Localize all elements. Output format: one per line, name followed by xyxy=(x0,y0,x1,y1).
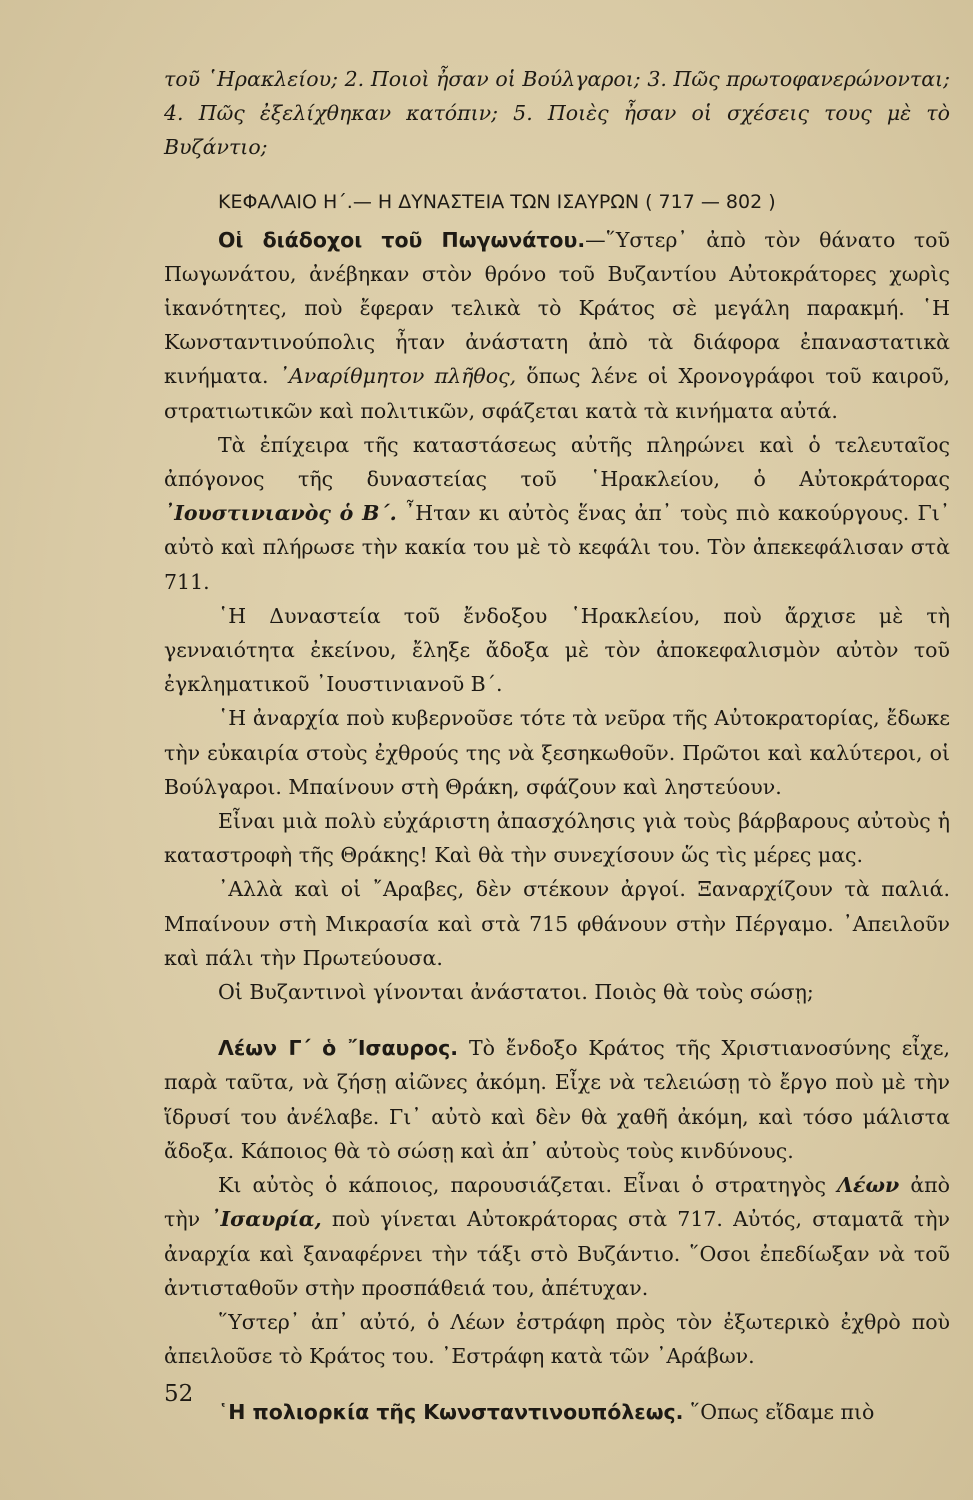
emphasis-text: ᾿Αναρίθμητον πλῆθος, xyxy=(278,364,517,389)
section-heading-siege: ῾Η πολιορκία τῆς Κωνσταντινουπόλεως. xyxy=(218,1400,684,1425)
page-text xyxy=(164,62,950,1430)
paragraph-text: ἀπὸ τὴν xyxy=(164,1173,950,1232)
paragraph: ᾿Αλλὰ καὶ οἱ ῎Αραβες, δὲν στέκουν ἀργοί. Ξαναρχίζουν τὰ παλιά. Μπαίνουν στὴ Μικρασία καὶ στὰ 715 φθάνουν στὴν Πέργαμο. ᾿Απειλοῦν καὶ πάλι τὴν Πρωτεύουσα. xyxy=(164,877,950,970)
name-leo: Λέων xyxy=(837,1173,900,1198)
place-isauria: ᾿Ισαυρία, xyxy=(210,1207,322,1232)
paragraph: ῞Υστερ᾿ ἀπ᾿ αὐτό, ὁ Λέων ἐστράφη πρὸς τὸν ἐξωτερικὸ ἐχθρὸ ποὺ ἀπειλοῦσε τὸ Κράτος του. ᾿Εστράφη κατὰ τῶν ᾿Αράβων. xyxy=(164,1309,950,1369)
section-leo-paragraph xyxy=(164,1031,950,1168)
paragraph-text: ὅπως λένε οἱ Χρονογράφοι τοῦ καιροῦ, στρατιωτικῶν καὶ πολιτικῶν, σφάζεται κατὰ τὰ κινήματα αὐτά. xyxy=(164,364,950,423)
paragraph-text: Τὸ ἔνδοξο Κράτος τῆς Χριστιανοσύνης εἶχε, παρὰ ταῦτα, νὰ ζήσῃ αἰῶνες ἀκόμη. Εἶχε νὰ τελειώσῃ τὸ ἔργο ποὺ μὲ τὴν ἵδρυσί του ἀνέλαβε. Γι᾿ αὐτὸ καὶ δὲν θὰ χαθῆ ἀκόμη, καὶ τόσο μάλιστα ἄδοξα. Κάποιος θὰ τὸ σώσῃ καὶ ἀπ᾿ αὐτοὺς τοὺς κινδύνους. xyxy=(164,1036,950,1163)
section-siege-paragraph xyxy=(164,1395,950,1429)
emperor-name-justinian: ᾿Ιουστινιανὸς ὁ Β΄. xyxy=(164,501,397,526)
paragraph-text: ποὺ γίνεται Αὐτοκράτορας στὰ 717. Αὐτός, σταματᾶ τὴν ἀναρχία καὶ ξαναφέρνει τὴν τάξι στὸ Βυζάντιο. ῞Οσοι ἐπεδίωξαν νὰ τοῦ ἀντισταθοῦν στὴν προσπάθειά του, ἀπέτυχαν. xyxy=(164,1207,950,1300)
section-successors-paragraph xyxy=(164,223,950,428)
paragraph xyxy=(164,428,950,599)
paragraph xyxy=(164,1168,950,1305)
paragraph-text: Κι αὐτὸς ὁ κάποιος, παρουσιάζεται. Εἶναι ὁ στρατηγὸς xyxy=(218,1173,826,1198)
section-gap xyxy=(164,1373,950,1395)
paragraph: ῾Η ἀναρχία ποὺ κυβερνοῦσε τότε τὰ νεῦρα τῆς Αὐτοκρατορίας, ἔδωκε τὴν εὐκαιρία στοὺς ἐχθρούς της νὰ ξεσηκωθοῦν. Πρῶτοι καὶ καλύτεροι, οἱ Βούλγαροι. Μπαίνουν στὴ Θράκη, σφάζουν καὶ ληστεύουν. xyxy=(164,706,950,799)
paragraph: ῾Η Δυναστεία τοῦ ἔνδοξου ῾Ηρακλείου, ποὺ ἄρχισε μὲ τὴ γενναιότητα ἐκείνου, ἔληξε ἄδοξα μὲ τὸν ἀποκεφαλισμὸν αὐτὸν τοῦ ἐγκληματικοῦ ᾿Ιουστινιανοῦ Β΄. xyxy=(164,603,950,697)
page-number: 52 xyxy=(164,1381,194,1407)
chapter-title: ΚΕΦΑΛΑΙΟ Η΄.— Η ΔΥΝΑΣΤΕΙΑ ΤΩΝ ΙΣΑΥΡΩΝ ( 717 — 802 ) xyxy=(218,190,776,213)
paragraph: Οἱ Βυζαντινοὶ γίνονται ἀνάστατοι. Ποιὸς θὰ τοὺς σώσῃ; xyxy=(218,980,814,1005)
paragraph: Εἶναι μιὰ πολὺ εὐχάριστη ἀπασχόλησις γιὰ τοὺς βάρβαρους αὐτοὺς ἡ καταστροφὴ τῆς Θράκης! Καὶ θὰ τὴν συνεχίσουν ὥς τὶς μέρες μας. xyxy=(164,809,950,868)
paragraph-text: —῞Υστερ᾿ ἀπὸ τὸν θάνατο τοῦ Πωγωνάτου, ἀνέβηκαν στὸν θρόνο τοῦ Βυζαντίου Αὐτοκράτορες χωρὶς ἱκανότητες, ποὺ ἔφεραν τελικὰ τὸ Κράτος σὲ μεγάλη παρακμή. ῾Η Κωνσταντινούπολις ἦταν ἀνάστατη ἀπὸ τὰ διάφορα ἐπαναστατικὰ κινήματα. xyxy=(164,227,950,389)
section-heading-successors: Οἱ διάδοχοι τοῦ Πωγωνάτου. xyxy=(218,227,586,252)
section-gap xyxy=(164,1009,950,1031)
section-heading-leo: Λέων Γ΄ ὁ ῎Ισαυρος. xyxy=(218,1036,459,1061)
paragraph-text: ῞Οπως εἴδαμε πιὸ xyxy=(690,1400,875,1425)
intro-questions: τοῦ ῾Ηρακλείου; 2. Ποιοὶ ἦσαν οἱ Βούλγαροι; 3. Πῶς πρωτοφανερώνονται; 4. Πῶς ἐξελίχθηκαν κατόπιν; 5. Ποιὲς ἦσαν οἱ σχέσεις τους μὲ τὸ Βυζάντιο; xyxy=(164,67,950,160)
paragraph-text: Τὰ ἐπίχειρα τῆς καταστάσεως αὐτῆς πληρώνει καὶ ὁ τελευταῖος ἀπόγονος τῆς δυναστείας τοῦ ῾Ηρακλείου, ὁ Αὐτοκράτορας xyxy=(164,432,950,492)
paragraph-text: ῏Ηταν κι αὐτὸς ἕνας ἀπ᾿ τοὺς πιὸ κακούργους. Γι᾿ αὐτὸ καὶ πλήρωσε τὴν κακία του μὲ τὸ κεφάλι του. Τὸν ἀπεκεφάλισαν στὰ 711. xyxy=(164,501,950,594)
